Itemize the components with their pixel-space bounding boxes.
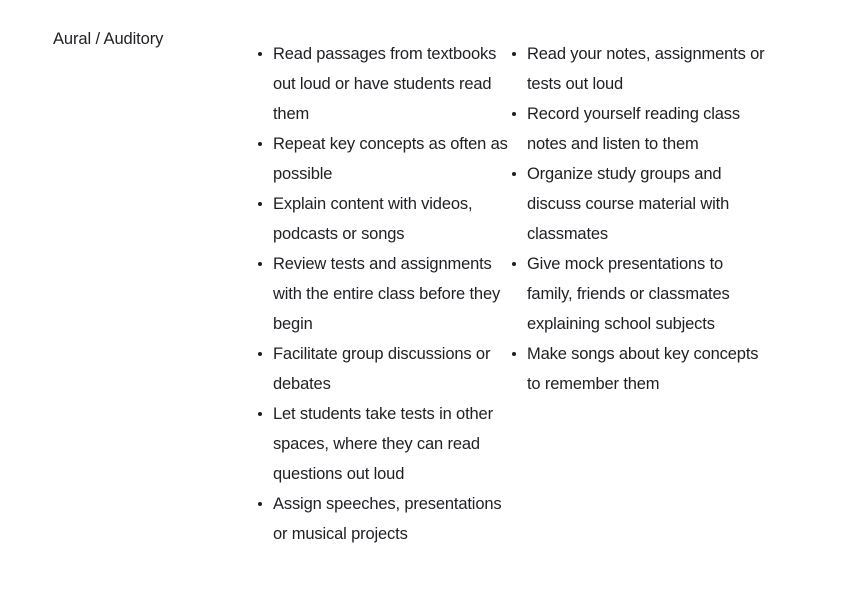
bullet-icon: [258, 352, 262, 356]
list-item-text: Organize study groups and discuss course material with classmates: [527, 165, 730, 243]
list-item-text: Review tests and assignments with the entire class before they begin: [273, 255, 501, 333]
list-item: [510, 159, 772, 249]
list-item: [256, 339, 510, 399]
bullet-icon: [258, 142, 262, 146]
learning-style-label: Aural / Auditory: [53, 30, 164, 48]
list-item-text: Read passages from textbooks out loud or have students read them: [273, 45, 497, 123]
list-item: [256, 399, 510, 489]
bullet-icon: [512, 352, 516, 356]
list-item-text: Record yourself reading class notes and listen to them: [527, 105, 741, 153]
list-item: [510, 39, 772, 99]
bullet-icon: [258, 412, 262, 416]
list-item-text: Explain content with videos, podcasts or songs: [273, 195, 473, 243]
list-item-text: Facilitate group discussions or debates: [273, 345, 491, 393]
bullet-icon: [258, 202, 262, 206]
bullet-icon: [258, 52, 262, 56]
list-item-text: Assign speeches, presentations or musical projects: [273, 495, 502, 543]
list-item: [510, 339, 772, 399]
list-item-text: Give mock presentations to family, friends or classmates explaining school subjects: [527, 255, 730, 333]
bullet-icon: [258, 502, 262, 506]
list-item-text: Make songs about key concepts to remember them: [527, 345, 759, 393]
bullet-icon: [512, 262, 516, 266]
student-strategies-list: [510, 39, 772, 399]
list-item: [510, 249, 772, 339]
bullet-icon: [512, 52, 516, 56]
list-item: [256, 189, 510, 249]
list-item: [256, 39, 510, 129]
list-item: [256, 249, 510, 339]
teacher-strategies-list: [256, 39, 510, 549]
list-item-text: Let students take tests in other spaces, where they can read questions out loud: [273, 405, 493, 483]
bullet-icon: [258, 262, 262, 266]
bullet-icon: [512, 172, 516, 176]
list-item-text: Repeat key concepts as often as possible: [273, 135, 508, 183]
list-item-text: Read your notes, assignments or tests out loud: [527, 45, 765, 93]
bullet-icon: [512, 112, 516, 116]
list-item: [256, 129, 510, 189]
list-item: [510, 99, 772, 159]
list-item: [256, 489, 510, 549]
